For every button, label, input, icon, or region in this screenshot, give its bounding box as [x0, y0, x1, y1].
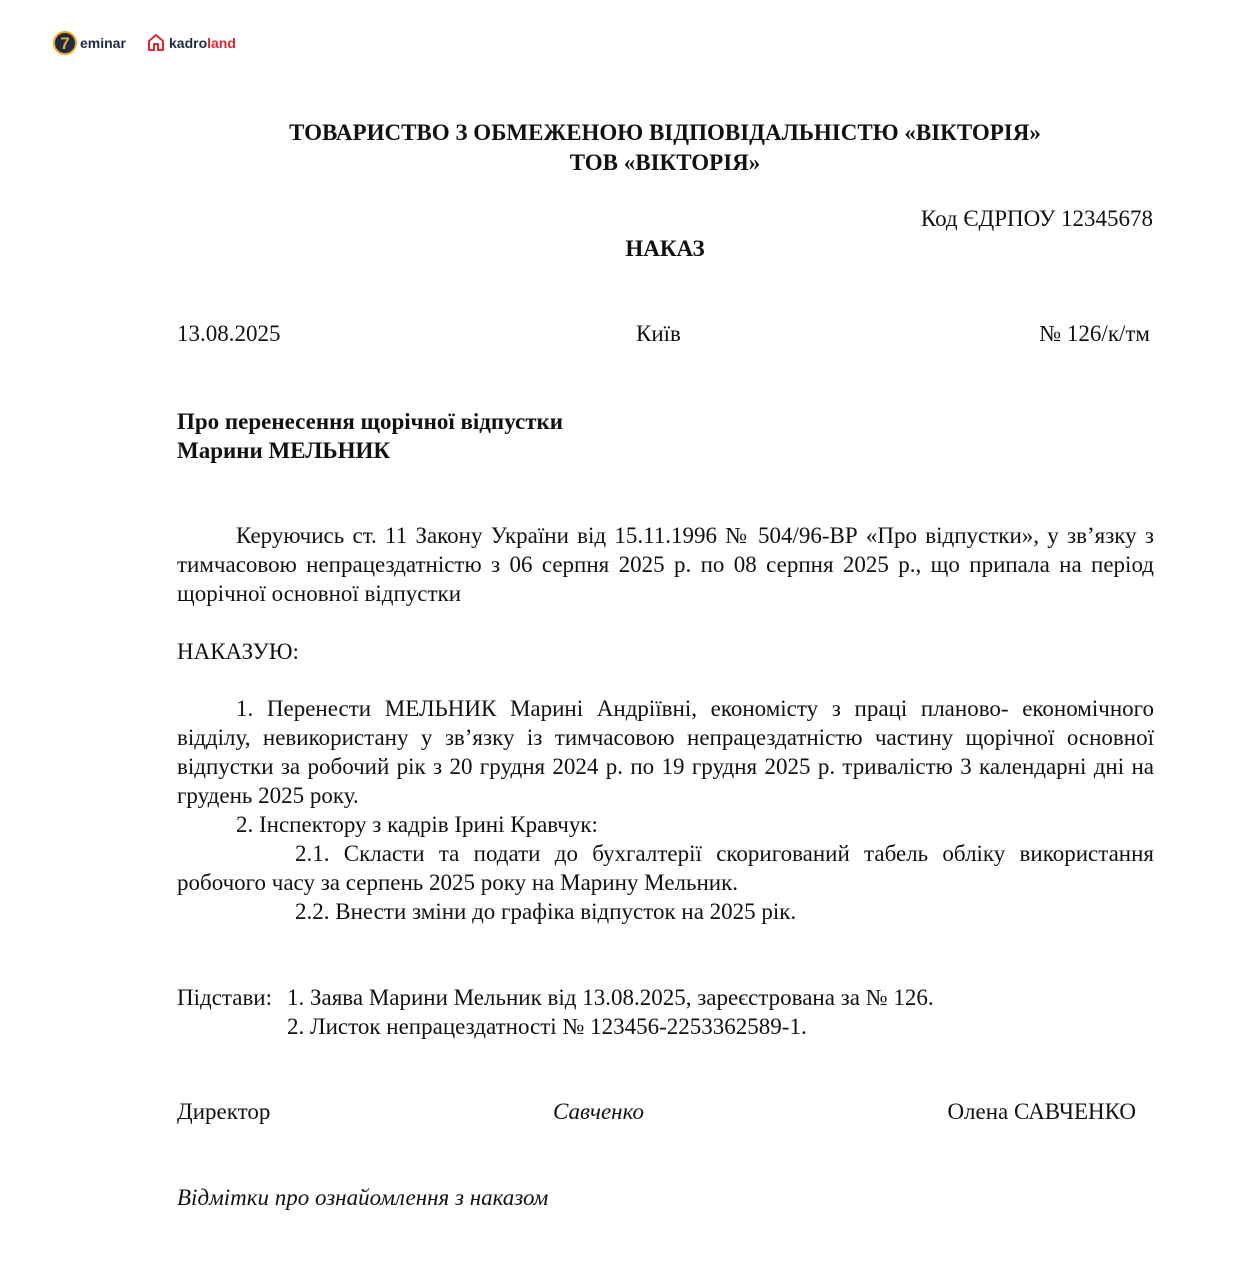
company-full-name: ТОВАРИСТВО З ОБМЕЖЕНОЮ ВІДПОВІДАЛЬНІСТЮ «ВІКТОРІЯ»	[289, 120, 1041, 145]
basis-item-2: 2. Листок непрацездатності № 123456-2253362589-1.	[287, 1014, 807, 1039]
order-city: Київ	[636, 321, 681, 346]
kadroland-logo-text-b: land	[207, 34, 236, 51]
basis-label: Підстави:	[177, 985, 273, 1010]
seminar-logo	[53, 31, 126, 55]
signatory-name: Олена САВЧЕНКО	[947, 1099, 1136, 1124]
seminar-logo-mark: 7	[53, 31, 77, 55]
kadroland-logo-text	[169, 35, 236, 51]
company-short-name: ТОВ «ВІКТОРІЯ»	[569, 150, 761, 175]
subject-line-1: Про перенесення щорічної відпустки	[177, 409, 563, 434]
kadroland-logo	[147, 33, 236, 52]
seminar-logo-text: eminar	[80, 35, 126, 51]
signature-position: Директор	[177, 1099, 271, 1124]
subject-line-2: Марини МЕЛЬНИК	[177, 438, 391, 463]
order-date: 13.08.2025	[177, 321, 281, 346]
preamble-paragraph: Керуючись ст. 11 Закону України від 15.11.1996 № 504/96-ВР «Про відпустки», у зв’язку з тимчасовою непрацездатністю з 06 серпня 2025 р. по 08 серпня 2025 р., що припала на період щорічної основної відпустки	[177, 523, 1154, 606]
order-word: НАКАЗУЮ:	[177, 639, 299, 664]
order-item-2-2: 2.2. Внести зміни до графіка відпусток на 2025 рік.	[295, 899, 797, 924]
order-item-1: 1. Перенести МЕЛЬНИК Марині Андріївні, економісту з праці планово- економічного відділу, невикористану у зв’язку із тимчасовою непрацездатністю частину щорічної основної відпустки за робочий рік з 20 грудня 2024 р. по 19 грудня 2025 р. тривалістю 3 календарні дні на грудень 2025 року.	[177, 696, 1154, 808]
house-icon	[147, 33, 165, 52]
order-item-2-1: 2.1. Скласти та подати до бухгалтерії скоригований табель обліку використання робочого часу за серпень 2025 року на Марину Мельник.	[177, 841, 1154, 895]
edrpou-code: Код ЄДРПОУ 12345678	[920, 206, 1153, 231]
signature: Савченко	[553, 1099, 644, 1124]
document-type: НАКАЗ	[625, 236, 705, 261]
kadroland-logo-text-a: kadro	[169, 34, 208, 51]
acknowledgement-label: Відмітки про ознайомлення з наказом	[177, 1185, 549, 1210]
basis-item-1: 1. Заява Марини Мельник від 13.08.2025, зареєстрована за № 126.	[287, 985, 934, 1010]
order-number: № 126/к/тм	[1039, 321, 1150, 346]
order-item-2: 2. Інспектору з кадрів Ірині Кравчук:	[236, 812, 598, 837]
